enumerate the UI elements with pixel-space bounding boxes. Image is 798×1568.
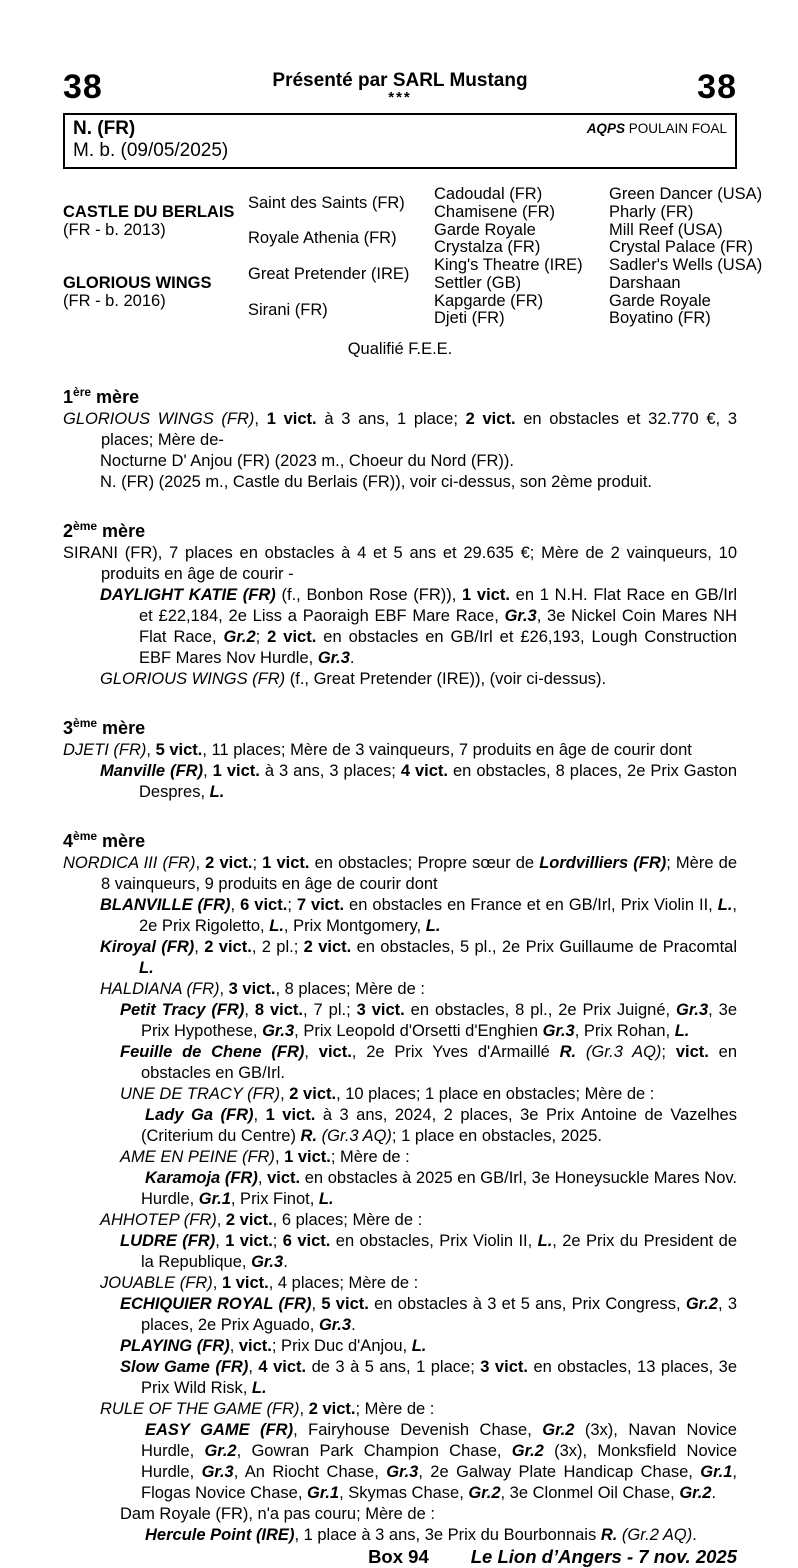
heading-word: mère bbox=[102, 718, 146, 739]
text-segment: vict. bbox=[318, 1043, 352, 1062]
text-segment: R. bbox=[559, 1043, 577, 1062]
text-segment: Lady Ga (FR) bbox=[145, 1106, 254, 1125]
text-segment: , 1 place à 3 ans, 3e Prix du Bourbonnais bbox=[294, 1526, 601, 1545]
text-segment: L. bbox=[251, 1379, 267, 1398]
breed-label: AQPS bbox=[586, 121, 625, 136]
text-segment: ; Prix Duc d'Anjou, bbox=[271, 1337, 412, 1356]
gen2-dam-dam: Sirani (FR) bbox=[248, 300, 328, 319]
text-segment: Manville (FR) bbox=[100, 762, 204, 781]
text-segment: JOUABLE (FR) bbox=[100, 1274, 213, 1293]
text-segment: 1 vict. bbox=[212, 762, 260, 781]
text-segment: AHHOTEP (FR) bbox=[100, 1211, 217, 1230]
text-segment: en obstacles à 2025 en GB/Irl, 3e Honeysuckle Mares Nov. Hurdle, bbox=[141, 1169, 737, 1209]
text-segment: , bbox=[299, 1400, 309, 1419]
pedigree-paragraph bbox=[63, 1357, 737, 1399]
text-segment: Gr.2 bbox=[204, 1442, 237, 1461]
text-segment: (3x), Navan Novice Hurdle, bbox=[141, 1421, 737, 1461]
text-segment: GLORIOUS WINGS (FR) bbox=[63, 410, 255, 429]
text-segment: , Gowran Park Champion Chase, bbox=[236, 1442, 512, 1461]
text-segment: à 3 ans, 1 place; bbox=[316, 410, 466, 429]
text-segment: (Gr.3 AQ) bbox=[321, 1127, 392, 1146]
category-label: POULAIN FOAL bbox=[628, 121, 727, 136]
section-body bbox=[63, 740, 737, 803]
text-segment: , 2e Prix Rigoletto, bbox=[139, 896, 738, 936]
text-segment: DAYLIGHT KATIE (FR) bbox=[100, 586, 276, 605]
pedigree-sire bbox=[63, 185, 248, 256]
pedigree-paragraph bbox=[63, 1000, 737, 1042]
text-segment: , bbox=[146, 741, 156, 760]
section-body bbox=[63, 853, 737, 1546]
pedigree-paragraph bbox=[63, 1336, 737, 1357]
pedigree-paragraph bbox=[63, 1105, 737, 1147]
text-segment: L. bbox=[537, 1232, 553, 1251]
presenter-title: Présenté par SARL Mustang bbox=[272, 70, 528, 91]
text-segment: 1 vict. bbox=[262, 854, 310, 873]
sale-venue-date: Le Lion d’Angers - 7 nov. 2025 bbox=[470, 1546, 737, 1568]
text-segment: 2 vict. bbox=[225, 1211, 273, 1230]
text-segment: à 3 ans, 2024, 2 places, 3e Prix Antoine de Vazelhes (Criterium du Centre) bbox=[141, 1106, 737, 1146]
text-segment: UNE DE TRACY (FR) bbox=[120, 1085, 281, 1104]
pedigree-paragraph bbox=[63, 1042, 737, 1084]
text-segment: , bbox=[257, 1169, 268, 1188]
text-segment: . bbox=[351, 1316, 356, 1335]
text-segment: , bbox=[304, 1043, 319, 1062]
presenter-block bbox=[103, 70, 697, 104]
gen4-ancestor: Boyatino (FR) bbox=[609, 309, 711, 328]
text-segment: , bbox=[254, 410, 267, 429]
text-segment: vict. bbox=[238, 1337, 272, 1356]
text-segment: Gr.2 bbox=[223, 628, 256, 647]
pedigree-paragraph bbox=[63, 409, 737, 451]
text-segment bbox=[576, 1043, 586, 1061]
text-segment: Gr.2 bbox=[511, 1442, 544, 1461]
gen3-ancestor: Settler (GB) bbox=[434, 273, 522, 292]
text-segment: 1 vict. bbox=[225, 1232, 273, 1251]
text-segment: Gr.3 bbox=[386, 1463, 419, 1482]
text-segment: 1 vict. bbox=[266, 410, 317, 429]
text-segment: ; bbox=[272, 1232, 283, 1251]
text-segment: Gr.3 bbox=[542, 1022, 575, 1041]
text-segment: , bbox=[244, 1001, 255, 1020]
text-segment: 4 vict. bbox=[258, 1358, 307, 1377]
text-segment: ; bbox=[252, 854, 263, 873]
text-segment: NORDICA III (FR) bbox=[63, 854, 196, 873]
heading-ordinal: ème bbox=[73, 716, 98, 731]
heading-number: 2 bbox=[63, 521, 74, 542]
text-segment: 3 vict. bbox=[228, 980, 276, 999]
text-segment: N. (FR) (2025 m., Castle du Berlais (FR)), voir ci-dessus, son 2ème produit. bbox=[100, 473, 653, 492]
text-segment: 1 vict. bbox=[221, 1274, 269, 1293]
pedigree-paragraph bbox=[63, 585, 737, 669]
text-segment: , 3e Nickel Coin Mares NH Flat Race, bbox=[139, 607, 738, 647]
gen3-ancestor: King's Theatre (IRE) bbox=[434, 256, 583, 275]
text-segment: 1 vict. bbox=[462, 586, 510, 605]
gen4-ancestor: Darshaan bbox=[609, 273, 681, 292]
text-segment: 3 vict. bbox=[356, 1001, 405, 1020]
text-segment: , bbox=[274, 1148, 285, 1167]
lot-breed-category bbox=[587, 120, 727, 162]
sire-name: CASTLE DU BERLAIS bbox=[63, 202, 235, 221]
text-segment: 3 vict. bbox=[480, 1358, 528, 1377]
heading-number: 4 bbox=[63, 831, 74, 852]
text-segment: ; bbox=[255, 628, 268, 647]
text-segment: , 6 places; Mère de : bbox=[272, 1211, 423, 1230]
text-segment: , Flogas Novice Chase, bbox=[141, 1463, 737, 1503]
text-segment: L. bbox=[318, 1190, 334, 1209]
pedigree-paragraph bbox=[63, 1084, 737, 1105]
text-segment: PLAYING (FR) bbox=[120, 1337, 230, 1356]
text-segment: , 3e Prix Hypothese, bbox=[141, 1001, 738, 1041]
text-segment: à 3 ans, 3 places; bbox=[259, 762, 401, 781]
section-body bbox=[63, 409, 737, 493]
text-segment: BLANVILLE (FR) bbox=[100, 896, 231, 915]
gen3-ancestor: Kapgarde (FR) bbox=[434, 291, 544, 310]
text-segment: 4 vict. bbox=[400, 762, 448, 781]
text-segment: Lordvilliers (FR) bbox=[539, 854, 667, 873]
pedigree-paragraph bbox=[63, 853, 737, 895]
text-segment: , bbox=[215, 1232, 226, 1251]
gen3-ancestor: Crystalza (FR) bbox=[434, 238, 541, 257]
lot-number-left: 38 bbox=[63, 68, 103, 106]
gen4-ancestor: Green Dancer (USA) bbox=[609, 184, 763, 203]
text-segment: Hercule Point (IRE) bbox=[145, 1526, 295, 1545]
text-segment: Petit Tracy (FR) bbox=[120, 1001, 245, 1020]
text-segment: en obstacles, 8 places, 2e Prix Gaston Despres, bbox=[139, 762, 737, 802]
text-segment: Gr.3 bbox=[504, 607, 537, 626]
text-segment: 2 vict. bbox=[303, 938, 352, 957]
text-segment: en obstacles et 32.770 €, 3 places; Mère de- bbox=[101, 410, 737, 450]
pedigree-paragraph bbox=[63, 1210, 737, 1231]
heading-word: mère bbox=[102, 521, 146, 542]
dam-detail: (FR - b. 2016) bbox=[63, 291, 166, 310]
text-segment: SIRANI (FR), 7 places en obstacles à 4 et 5 ans et 29.635 €; Mère de 2 vainqueurs, 10 produits en âge de courir - bbox=[63, 544, 737, 584]
text-segment: ECHIQUIER ROYAL (FR) bbox=[120, 1295, 312, 1314]
text-segment: RULE OF THE GAME (FR) bbox=[100, 1400, 300, 1419]
text-segment: , Prix Montgomery, bbox=[283, 917, 426, 936]
text-segment: , 3 places, 2e Prix Aguado, bbox=[141, 1295, 737, 1335]
section-heading bbox=[63, 516, 737, 542]
section-third-dam bbox=[63, 713, 737, 803]
pedigree-paragraph bbox=[63, 1294, 737, 1336]
text-segment: , Fairyhouse Devenish Chase, bbox=[293, 1421, 543, 1440]
pedigree-paragraph bbox=[63, 895, 737, 937]
text-segment: 7 vict. bbox=[296, 896, 345, 915]
lot-number-right: 38 bbox=[697, 68, 737, 106]
gen4-ancestor: Pharly (FR) bbox=[609, 202, 694, 221]
text-segment: ; bbox=[287, 896, 297, 915]
text-segment: Gr.3 bbox=[676, 1001, 709, 1020]
text-segment: , Prix Finot, bbox=[230, 1190, 319, 1209]
text-segment: 2 vict. bbox=[267, 628, 317, 647]
text-segment: 2 vict. bbox=[205, 854, 253, 873]
text-segment: GLORIOUS WINGS (FR) bbox=[100, 670, 286, 689]
pedigree-paragraph bbox=[63, 1420, 737, 1504]
text-segment: L. bbox=[269, 917, 284, 936]
lot-identity bbox=[73, 118, 228, 162]
gen3-ancestor: Djeti (FR) bbox=[434, 309, 505, 328]
text-segment: , bbox=[253, 1106, 266, 1125]
text-segment: 1 vict. bbox=[284, 1148, 331, 1167]
text-segment: Kiroyal (FR) bbox=[100, 938, 195, 957]
heading-ordinal: ère bbox=[73, 385, 92, 400]
lot-description: M. b. (09/05/2025) bbox=[73, 140, 229, 161]
text-segment: , 4 places; Mère de : bbox=[268, 1274, 419, 1293]
text-segment: en obstacles, 5 pl., 2e Prix Guillaume de Pracomtal bbox=[351, 938, 737, 957]
text-segment: R. bbox=[600, 1526, 618, 1545]
text-segment: , bbox=[311, 1295, 322, 1314]
text-segment: R. bbox=[300, 1127, 318, 1146]
text-segment: 6 vict. bbox=[282, 1232, 331, 1251]
text-segment: L. bbox=[411, 1337, 427, 1356]
heading-number: 3 bbox=[63, 718, 74, 739]
text-segment: L. bbox=[717, 896, 733, 915]
section-body bbox=[63, 543, 737, 690]
text-segment: Slow Game (FR) bbox=[120, 1358, 249, 1377]
pedigree-table bbox=[63, 184, 763, 328]
text-segment: 2 vict. bbox=[289, 1085, 337, 1104]
text-segment: en obstacles en GB/Irl. bbox=[141, 1043, 738, 1083]
gen3-ancestor: Chamisene (FR) bbox=[434, 202, 556, 221]
section-fourth-dam bbox=[63, 826, 737, 1546]
text-segment: Gr.1 bbox=[700, 1463, 733, 1482]
text-segment: 1 vict. bbox=[265, 1106, 316, 1125]
text-segment: , bbox=[212, 1274, 222, 1293]
text-segment: , bbox=[216, 1211, 226, 1230]
lot-name: N. (FR) bbox=[73, 118, 136, 139]
text-segment: Dam Royale (FR), n'a pas couru; Mère de : bbox=[120, 1505, 435, 1524]
text-segment: ; Mère de 8 vainqueurs, 9 produits en âge de courir dont bbox=[101, 854, 737, 894]
text-segment: 2 vict. bbox=[204, 938, 252, 957]
pedigree-paragraph bbox=[63, 761, 737, 803]
text-segment: Gr.2 bbox=[685, 1295, 718, 1314]
pedigree-paragraph bbox=[63, 1147, 737, 1168]
text-segment: Gr.2 bbox=[542, 1421, 575, 1440]
text-segment: , An Riocht Chase, bbox=[233, 1463, 387, 1482]
section-heading bbox=[63, 826, 737, 852]
text-segment: en obstacles, 8 pl., 2e Prix Juigné, bbox=[404, 1001, 677, 1020]
text-segment: vict. bbox=[675, 1043, 709, 1062]
pedigree-paragraph bbox=[63, 1399, 737, 1420]
text-segment: , 3e Clonmel Oil Chase, bbox=[500, 1484, 680, 1503]
text-segment: ; Mère de : bbox=[330, 1148, 410, 1167]
text-segment: HALDIANA (FR) bbox=[100, 980, 220, 999]
sire-detail: (FR - b. 2013) bbox=[63, 220, 166, 239]
gen3-ancestor: Garde Royale bbox=[434, 220, 536, 239]
page-footer bbox=[63, 1546, 737, 1568]
text-segment: ; 1 place en obstacles, 2025. bbox=[391, 1127, 602, 1146]
text-segment: Gr.3 bbox=[317, 649, 350, 668]
text-segment: (3x), Monksfield Novice Hurdle, bbox=[141, 1442, 737, 1482]
text-segment: . bbox=[692, 1526, 697, 1545]
text-segment: , bbox=[248, 1358, 259, 1377]
box-number: Box 94 bbox=[368, 1546, 429, 1568]
text-segment: 8 vict. bbox=[254, 1001, 304, 1020]
text-segment: en obstacles; Propre sœur de bbox=[309, 854, 540, 873]
text-segment: , bbox=[194, 938, 205, 957]
heading-ordinal: ème bbox=[73, 829, 98, 844]
pedigree-paragraph bbox=[63, 669, 737, 690]
pedigree-paragraph bbox=[63, 472, 737, 493]
text-segment: 2 vict. bbox=[308, 1400, 356, 1419]
pedigree-paragraph bbox=[63, 451, 737, 472]
text-segment: LUDRE (FR) bbox=[120, 1232, 216, 1251]
text-segment: . bbox=[349, 649, 355, 668]
gen4-ancestor: Garde Royale bbox=[609, 291, 711, 310]
text-segment: L. bbox=[209, 783, 225, 802]
text-segment: AME EN PEINE (FR) bbox=[120, 1148, 275, 1167]
pedigree-paragraph bbox=[63, 1273, 737, 1294]
heading-word: mère bbox=[96, 387, 140, 408]
text-segment: L. bbox=[139, 959, 154, 978]
text-segment: en obstacles en GB/Irl et £26,193, Lough Construction EBF Mares Nov Hurdle, bbox=[139, 628, 738, 668]
text-segment: Gr.2 bbox=[679, 1484, 712, 1503]
gen2-sire-dam: Royale Athenia (FR) bbox=[248, 229, 397, 248]
text-segment: Nocturne D' Anjou (FR) (2023 m., Choeur du Nord (FR)). bbox=[100, 452, 514, 471]
text-segment: DJETI (FR) bbox=[63, 741, 147, 760]
text-segment: en obstacles, Prix Violin II, bbox=[330, 1232, 538, 1251]
text-segment: Gr.2 bbox=[468, 1484, 501, 1503]
section-heading bbox=[63, 713, 737, 739]
dam-name: GLORIOUS WINGS bbox=[63, 273, 212, 292]
text-segment: , bbox=[229, 1337, 239, 1356]
gen4-ancestor: Sadler's Wells (USA) bbox=[609, 256, 763, 275]
text-segment: Karamoja (FR) bbox=[145, 1169, 258, 1188]
gen4-ancestor: Crystal Palace (FR) bbox=[609, 238, 753, 257]
section-heading bbox=[63, 382, 737, 408]
text-segment: (Gr.2 AQ) bbox=[621, 1526, 693, 1545]
text-segment: vict. bbox=[267, 1169, 301, 1188]
text-segment: en 1 N.H. Flat Race en GB/Irl et £22,184, 2e Liss a Paoraigh EBF Mare Race, bbox=[139, 586, 737, 626]
text-segment: Gr.3 bbox=[262, 1022, 295, 1041]
text-segment: ; Mère de : bbox=[355, 1400, 435, 1419]
text-segment: Gr.1 bbox=[307, 1484, 340, 1503]
page-header bbox=[63, 70, 737, 104]
pedigree-paragraph bbox=[63, 1525, 737, 1546]
text-segment: Feuille de Chene (FR) bbox=[120, 1043, 305, 1062]
text-segment: , 2e Prix Yves d'Armaillé bbox=[351, 1043, 560, 1062]
pedigree-paragraph bbox=[63, 543, 737, 585]
text-segment: L. bbox=[425, 917, 441, 936]
text-segment: , 2 pl.; bbox=[251, 938, 304, 957]
lot-title-box bbox=[63, 113, 737, 169]
pedigree-dam bbox=[63, 256, 248, 327]
heading-ordinal: ème bbox=[73, 519, 98, 534]
text-segment: en obstacles en France et en GB/Irl, Prix Violin II, bbox=[344, 896, 718, 915]
text-segment: , 8 places; Mère de : bbox=[275, 980, 425, 999]
text-segment: Gr.1 bbox=[198, 1190, 231, 1209]
text-segment: , bbox=[195, 854, 206, 873]
text-segment: (f., Great Pretender (IRE)), (voir ci-dessus). bbox=[285, 670, 607, 689]
text-segment: en obstacles, 13 places, 3e Prix Wild Risk, bbox=[141, 1358, 738, 1398]
text-segment: Gr.3 bbox=[201, 1463, 234, 1482]
pedigree-paragraph bbox=[63, 740, 737, 761]
text-segment: , bbox=[219, 980, 229, 999]
text-segment: , bbox=[280, 1085, 290, 1104]
pedigree-paragraph bbox=[63, 1168, 737, 1210]
pedigree-paragraph bbox=[63, 1504, 737, 1525]
text-segment: ; bbox=[661, 1043, 676, 1062]
pedigree-paragraph bbox=[63, 1231, 737, 1273]
text-segment: 2 vict. bbox=[465, 410, 516, 429]
gen2-sire-sire: Saint des Saints (FR) bbox=[248, 193, 405, 212]
text-segment: en obstacles à 3 et 5 ans, Prix Congress, bbox=[368, 1295, 686, 1314]
qualification-note: Qualifié F.E.E. bbox=[347, 340, 453, 359]
text-segment: , 10 places; 1 place en obstacles; Mère de : bbox=[336, 1085, 655, 1104]
text-segment: , bbox=[203, 762, 213, 781]
text-segment: , Prix Rohan, bbox=[574, 1022, 675, 1041]
heading-word: mère bbox=[102, 831, 146, 852]
text-segment: 6 vict. bbox=[240, 896, 288, 915]
gen2-dam-sire: Great Pretender (IRE) bbox=[248, 264, 410, 283]
section-first-dam bbox=[63, 382, 737, 493]
text-segment: EASY GAME (FR) bbox=[145, 1421, 294, 1440]
text-segment: , Skymas Chase, bbox=[339, 1484, 469, 1503]
text-segment: , Prix Leopold d'Orsetti d'Enghien bbox=[294, 1022, 543, 1041]
text-segment: , 7 pl.; bbox=[303, 1001, 357, 1020]
gen3-ancestor: Cadoudal (FR) bbox=[434, 184, 543, 203]
text-segment: Gr.3 bbox=[318, 1316, 352, 1335]
text-segment: L. bbox=[674, 1022, 690, 1041]
text-segment: de 3 à 5 ans, 1 place; bbox=[306, 1358, 481, 1377]
text-segment: Gr.3 bbox=[251, 1253, 284, 1272]
text-segment: , 2e Prix du President de la Republique, bbox=[141, 1232, 738, 1272]
section-second-dam bbox=[63, 516, 737, 690]
pedigree-paragraph bbox=[63, 937, 737, 979]
text-segment: , 2e Galway Plate Handicap Chase, bbox=[418, 1463, 701, 1482]
text-segment: , bbox=[230, 896, 241, 915]
pedigree-paragraph bbox=[63, 979, 737, 1000]
text-segment: (Gr.3 AQ) bbox=[585, 1043, 662, 1062]
text-segment: 5 vict. bbox=[321, 1295, 369, 1314]
text-segment: (f., Bonbon Rose (FR)), bbox=[275, 586, 463, 605]
heading-number: 1 bbox=[63, 387, 74, 408]
presenter-stars: *** bbox=[388, 89, 412, 106]
text-segment: 5 vict. bbox=[155, 741, 203, 760]
gen4-ancestor: Mill Reef (USA) bbox=[609, 220, 723, 239]
text-segment: . bbox=[283, 1253, 288, 1272]
text-segment: . bbox=[711, 1484, 717, 1503]
text-segment: , 11 places; Mère de 3 vainqueurs, 7 produits en âge de courir dont bbox=[202, 741, 692, 760]
